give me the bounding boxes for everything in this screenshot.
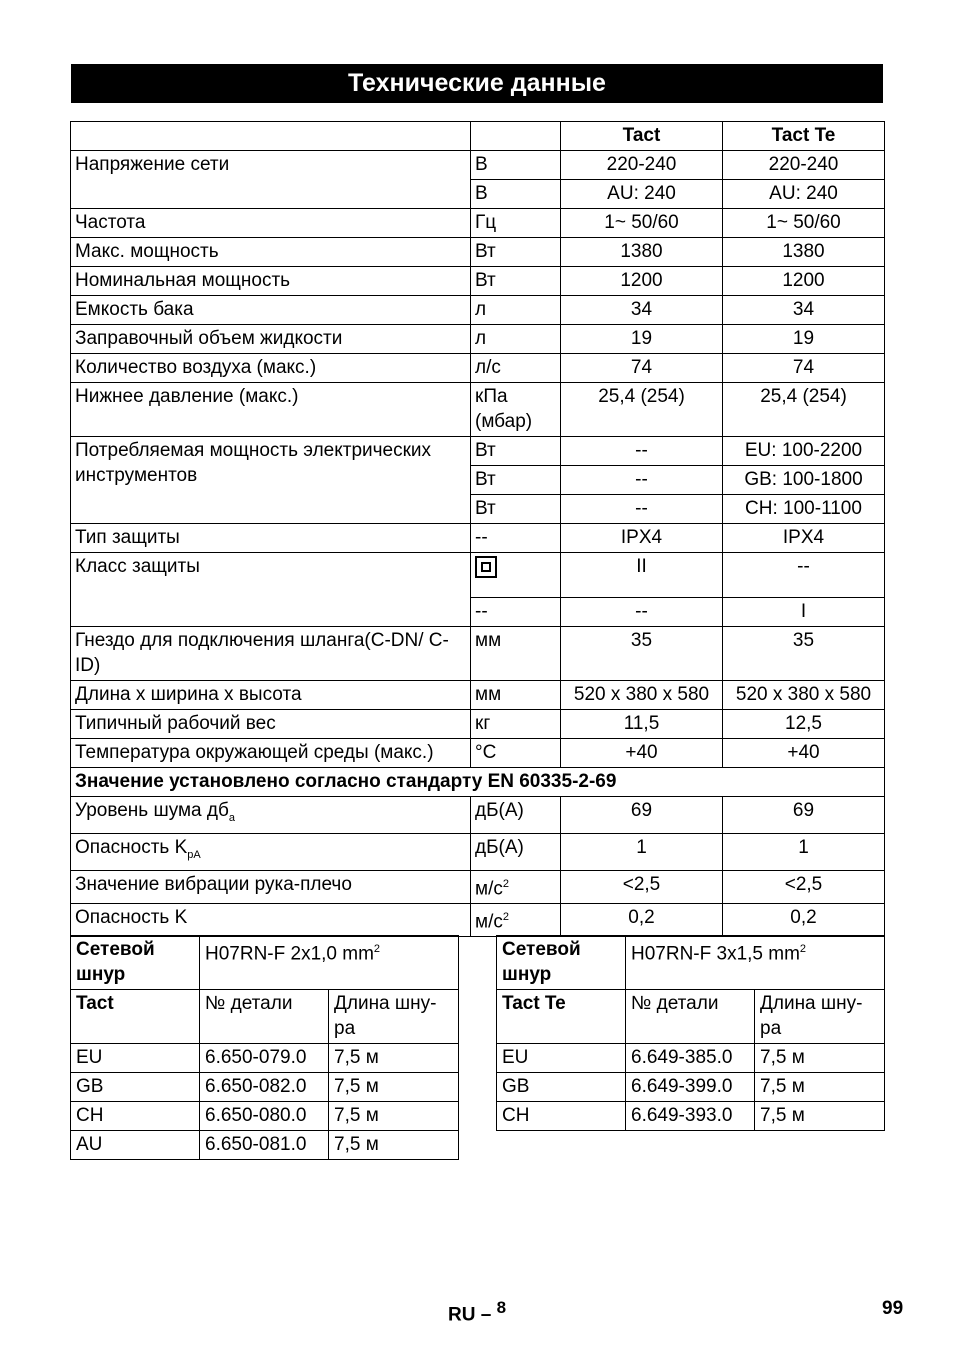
table-row xyxy=(71,627,885,681)
row-value-tact-te: 520 x 380 x 580 xyxy=(723,681,885,710)
cord-length: 7,5 м xyxy=(755,1044,885,1073)
row-label: Количество воздуха (макс.) xyxy=(71,354,471,383)
row-value-tact-te: 1 xyxy=(723,833,885,870)
row-value-tact: +40 xyxy=(561,739,723,768)
row-value-tact-te: 0,2 xyxy=(723,903,885,936)
row-unit: В xyxy=(471,180,561,209)
row-value-tact: <2,5 xyxy=(561,870,723,903)
table-row xyxy=(497,1044,885,1073)
row-label xyxy=(71,797,471,834)
page-number: 99 xyxy=(882,1298,904,1319)
row-value-tact-te: -- xyxy=(723,553,885,598)
vibration-unit: м/с xyxy=(475,877,503,899)
table-row xyxy=(71,990,459,1044)
row-unit: °C xyxy=(471,739,561,768)
noise-k-label-sub: pA xyxy=(187,848,201,861)
row-unit: -- xyxy=(471,598,561,627)
row-value-tact-te: I xyxy=(723,598,885,627)
header-empty xyxy=(471,122,561,151)
cord-part-number: 6.649-399.0 xyxy=(626,1073,755,1102)
row-value-tact: AU: 240 xyxy=(561,180,723,209)
table-row xyxy=(71,936,459,990)
row-label: Напряжение сети xyxy=(71,151,471,209)
row-label: Опасность K xyxy=(71,903,471,936)
row-label: Потребляемая мощность электрических инструментов xyxy=(71,437,471,524)
noise-k-label: Опасность K xyxy=(75,836,188,858)
vibration-unit-sup: 2 xyxy=(502,877,509,890)
row-value-tact: 0,2 xyxy=(561,903,723,936)
row-value-tact: 1 xyxy=(561,833,723,870)
row-label: Значение вибрации рука-плечо xyxy=(71,870,471,903)
row-value-tact-te: 69 xyxy=(723,797,885,834)
protection-class-icon-cell xyxy=(471,553,561,598)
row-value-tact: IPX4 xyxy=(561,524,723,553)
spec-table xyxy=(70,121,885,937)
table-row xyxy=(71,903,885,936)
cord-region: EU xyxy=(497,1044,626,1073)
cord-part-number: 6.650-080.0 xyxy=(200,1102,329,1131)
cord-type-sup: 2 xyxy=(799,943,807,955)
row-value-tact: 69 xyxy=(561,797,723,834)
cord-col-length: Длина шну-ра xyxy=(329,990,459,1044)
cord-length: 7,5 м xyxy=(329,1044,459,1073)
footer-dash: – xyxy=(480,1304,492,1326)
row-unit: В xyxy=(471,151,561,180)
cord-model: Tact xyxy=(71,990,200,1044)
row-value-tact-te: <2,5 xyxy=(723,870,885,903)
row-value-tact-te: 35 xyxy=(723,627,885,681)
table-row xyxy=(71,710,885,739)
footer-language xyxy=(448,1298,506,1326)
row-unit: л xyxy=(471,296,561,325)
cord-type-text: H07RN-F 2x1,0 mm xyxy=(205,943,374,965)
cord-label: Сетевой шнур xyxy=(71,936,200,990)
cord-label: Сетевой шнур xyxy=(497,936,626,990)
table-row xyxy=(71,267,885,296)
cord-length: 7,5 м xyxy=(755,1102,885,1131)
cord-type-sup: 2 xyxy=(373,943,381,955)
table-row xyxy=(71,833,885,870)
row-value-tact-te: 74 xyxy=(723,354,885,383)
row-unit: кПа (мбар) xyxy=(471,383,561,437)
cord-col-part: № детали xyxy=(200,990,329,1044)
row-label: Частота xyxy=(71,209,471,238)
cord-type xyxy=(626,936,885,990)
row-value-tact-te: 220-240 xyxy=(723,151,885,180)
vibration-k-unit-sup: 2 xyxy=(502,910,509,923)
cord-table-tact-te xyxy=(496,935,885,1131)
row-value-tact-te: CH: 100-1100 xyxy=(723,495,885,524)
row-value-tact-te: 19 xyxy=(723,325,885,354)
row-unit xyxy=(471,903,561,936)
row-value-tact: 34 xyxy=(561,296,723,325)
cord-length: 7,5 м xyxy=(755,1073,885,1102)
cord-region: EU xyxy=(71,1044,200,1073)
table-row xyxy=(71,354,885,383)
cord-length: 7,5 м xyxy=(329,1131,459,1160)
row-label: Класс защиты xyxy=(71,553,471,627)
row-unit: дБ(А) xyxy=(471,833,561,870)
table-row xyxy=(71,739,885,768)
row-value-tact-te: 12,5 xyxy=(723,710,885,739)
header-model-tact: Tact xyxy=(561,122,723,151)
row-value-tact: 520 x 380 x 580 xyxy=(561,681,723,710)
row-unit: л/с xyxy=(471,354,561,383)
row-value-tact-te: 1200 xyxy=(723,267,885,296)
row-label: Температура окружающей среды (макс.) xyxy=(71,739,471,768)
row-unit: Вт xyxy=(471,267,561,296)
header-empty xyxy=(71,122,471,151)
row-unit: мм xyxy=(471,681,561,710)
cord-region: GB xyxy=(497,1073,626,1102)
table-row xyxy=(497,1073,885,1102)
cord-model: Tact Te xyxy=(497,990,626,1044)
table-row xyxy=(71,1131,459,1160)
row-value-tact-te: 34 xyxy=(723,296,885,325)
row-value-tact: -- xyxy=(561,437,723,466)
table-row xyxy=(71,209,885,238)
table-row xyxy=(71,797,885,834)
table-row xyxy=(497,936,885,990)
row-label: Заправочный объем жидкости xyxy=(71,325,471,354)
vibration-k-unit: м/с xyxy=(475,911,503,933)
row-label: Типичный рабочий вес xyxy=(71,710,471,739)
row-value-tact-te: 1~ 50/60 xyxy=(723,209,885,238)
row-label: Длина x ширина x высота xyxy=(71,681,471,710)
row-value-tact: 19 xyxy=(561,325,723,354)
row-value-tact-te: GB: 100-1800 xyxy=(723,466,885,495)
table-row xyxy=(71,437,885,466)
table-row xyxy=(71,238,885,267)
row-label xyxy=(71,833,471,870)
table-row xyxy=(71,296,885,325)
row-value-tact: 1~ 50/60 xyxy=(561,209,723,238)
table-row xyxy=(71,681,885,710)
cord-part-number: 6.649-393.0 xyxy=(626,1102,755,1131)
row-value-tact: 11,5 xyxy=(561,710,723,739)
row-unit: Вт xyxy=(471,437,561,466)
table-row xyxy=(71,383,885,437)
row-value-tact: II xyxy=(561,553,723,598)
table-row xyxy=(71,1044,459,1073)
footer-section-number: 8 xyxy=(496,1298,507,1317)
row-unit: мм xyxy=(471,627,561,681)
cord-part-number: 6.650-079.0 xyxy=(200,1044,329,1073)
table-row xyxy=(71,1102,459,1131)
row-value-tact-te: EU: 100-2200 xyxy=(723,437,885,466)
row-value-tact-te: AU: 240 xyxy=(723,180,885,209)
table-row xyxy=(71,325,885,354)
row-value-tact: 220-240 xyxy=(561,151,723,180)
cord-region: AU xyxy=(71,1131,200,1160)
row-value-tact: 1380 xyxy=(561,238,723,267)
row-value-tact: 25,4 (254) xyxy=(561,383,723,437)
table-row xyxy=(497,990,885,1044)
row-value-tact: -- xyxy=(561,495,723,524)
cord-part-number: 6.649-385.0 xyxy=(626,1044,755,1073)
noise-label: Уровень шума дб xyxy=(75,800,229,821)
row-value-tact: 74 xyxy=(561,354,723,383)
page-title: Технические данные xyxy=(71,64,883,103)
cord-region: GB xyxy=(71,1073,200,1102)
row-label: Емкость бака xyxy=(71,296,471,325)
row-unit: кг xyxy=(471,710,561,739)
standard-note: Значение установлено согласно стандарту EN 60335-2-69 xyxy=(71,768,885,797)
cord-type xyxy=(200,936,459,990)
row-unit: дБ(А) xyxy=(471,797,561,834)
cord-length: 7,5 м xyxy=(329,1102,459,1131)
table-row xyxy=(71,870,885,903)
row-value-tact-te: 1380 xyxy=(723,238,885,267)
cord-region: CH xyxy=(497,1102,626,1131)
protection-class-ii-icon xyxy=(475,556,497,578)
row-label: Макс. мощность xyxy=(71,238,471,267)
table-row xyxy=(71,524,885,553)
row-value-tact: 35 xyxy=(561,627,723,681)
row-unit: Вт xyxy=(471,466,561,495)
row-unit: Гц xyxy=(471,209,561,238)
row-value-tact: -- xyxy=(561,466,723,495)
table-row xyxy=(71,151,885,180)
row-value-tact-te: +40 xyxy=(723,739,885,768)
row-label: Нижнее давление (макс.) xyxy=(71,383,471,437)
spec-header-row xyxy=(71,122,885,151)
cord-part-number: 6.650-082.0 xyxy=(200,1073,329,1102)
row-unit: -- xyxy=(471,524,561,553)
cord-region: CH xyxy=(71,1102,200,1131)
row-unit xyxy=(471,870,561,903)
row-label: Тип защиты xyxy=(71,524,471,553)
row-value-tact-te: 25,4 (254) xyxy=(723,383,885,437)
table-row xyxy=(71,1073,459,1102)
row-label: Номинальная мощность xyxy=(71,267,471,296)
row-label: Гнездо для подключения шланга(C-DN/ C-ID) xyxy=(71,627,471,681)
row-value-tact-te: IPX4 xyxy=(723,524,885,553)
noise-label-sub: a xyxy=(228,811,235,824)
cord-col-length: Длина шну-ра xyxy=(755,990,885,1044)
cord-length: 7,5 м xyxy=(329,1073,459,1102)
row-unit: Вт xyxy=(471,495,561,524)
cord-col-part: № детали xyxy=(626,990,755,1044)
cord-type-text: H07RN-F 3x1,5 mm xyxy=(631,943,800,965)
row-unit: Вт xyxy=(471,238,561,267)
cord-part-number: 6.650-081.0 xyxy=(200,1131,329,1160)
table-row xyxy=(71,553,885,598)
header-model-tact-te: Tact Te xyxy=(723,122,885,151)
row-value-tact: -- xyxy=(561,598,723,627)
table-row xyxy=(497,1102,885,1131)
footer-lang-code: RU xyxy=(448,1304,476,1326)
row-unit: л xyxy=(471,325,561,354)
cord-table-tact xyxy=(70,935,459,1160)
table-row xyxy=(71,768,885,797)
row-value-tact: 1200 xyxy=(561,267,723,296)
